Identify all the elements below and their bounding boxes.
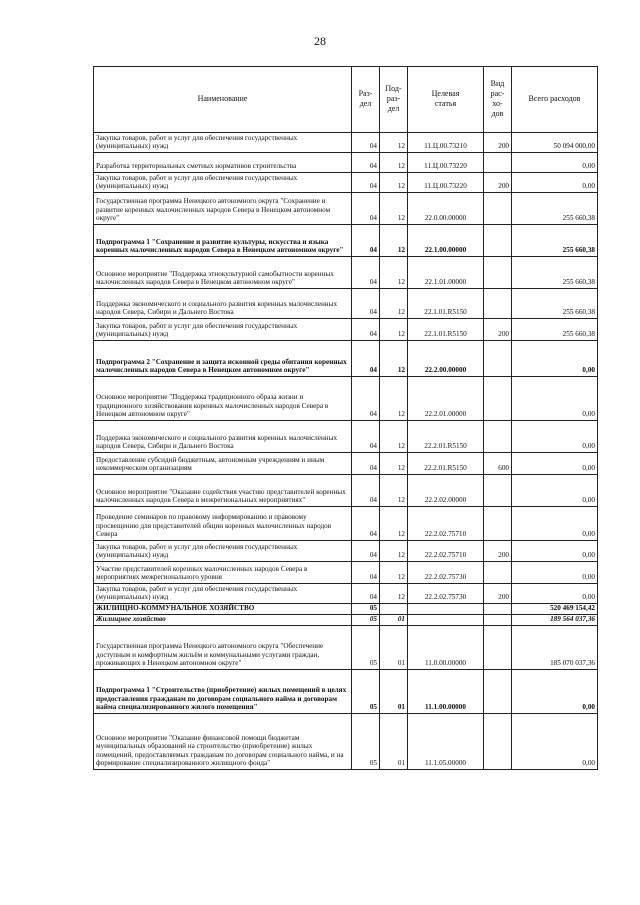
row-name: Закупка товаров, работ и услуг для обеспечения государственных (муниципальных) нужд: [94, 319, 352, 341]
row-name: Государственная программа Ненецкого автономного округа "Обеспечение доступным и комфортным жильём и коммунальными услугами граждан, проживающих в Ненецком автономном округе": [94, 626, 352, 670]
row-article: 22.1.00.00000: [408, 225, 484, 257]
table-row: [94, 319, 598, 341]
row-total: 50 094 000,00: [512, 133, 598, 153]
row-expense-type: [484, 507, 512, 541]
table-row: [94, 153, 598, 173]
row-expense-type: [484, 257, 512, 289]
row-subsection: 01: [380, 626, 408, 670]
row-section: 05: [352, 604, 380, 615]
row-total: 0,00: [512, 584, 598, 604]
row-total: 185 070 037,36: [512, 626, 598, 670]
row-subsection: 12: [380, 584, 408, 604]
row-expense-type: 200: [484, 133, 512, 153]
row-article: 11.Ц.00.73220: [408, 173, 484, 193]
row-section: 04: [352, 133, 380, 153]
row-section: 04: [352, 193, 380, 225]
row-subsection: 12: [380, 193, 408, 225]
row-subsection: 12: [380, 289, 408, 319]
row-section: 04: [352, 377, 380, 421]
row-expense-type: [484, 225, 512, 257]
row-subsection: [380, 604, 408, 615]
row-subsection: 12: [380, 133, 408, 153]
row-expense-type: [484, 153, 512, 173]
table-row: [94, 507, 598, 541]
row-section: 04: [352, 341, 380, 377]
row-total: 0,00: [512, 173, 598, 193]
table-row: [94, 604, 598, 615]
row-expense-type: [484, 615, 512, 626]
row-name: Закупка товаров, работ и услуг для обеспечения государственных (муниципальных) нужд: [94, 133, 352, 153]
row-total: 0,00: [512, 541, 598, 562]
row-section: 04: [352, 475, 380, 507]
table-row: [94, 289, 598, 319]
row-total: 255 660,38: [512, 257, 598, 289]
row-expense-type: [484, 377, 512, 421]
row-section: 04: [352, 584, 380, 604]
row-article: 22.1.01.00000: [408, 257, 484, 289]
row-total: 0,00: [512, 507, 598, 541]
row-name: Проведение семинаров по правовому информированию и правовому просвещению для представителей общин коренных малочисленных народов Севера: [94, 507, 352, 541]
row-article: 11.0.00.00000: [408, 626, 484, 670]
row-section: 04: [352, 507, 380, 541]
row-total: 189 564 037,36: [512, 615, 598, 626]
table-body: [94, 133, 598, 770]
row-expense-type: 200: [484, 584, 512, 604]
row-total: 0,00: [512, 453, 598, 475]
column-header-section: Раз- дел: [352, 67, 380, 133]
table-row: [94, 615, 598, 626]
row-name: Основное мероприятие "Оказание финансовой помощи бюджетам муниципальных образований на строительство (приобретение) жилых помещений, предоставляемых гражданам по договорам социального найма, и на формирование специализированного жилищного фонда": [94, 714, 352, 770]
row-expense-type: [484, 714, 512, 770]
row-name: Закупка товаров, работ и услуг для обеспечения государственных (муниципальных) нужд: [94, 173, 352, 193]
row-expense-type: [484, 562, 512, 584]
row-subsection: 01: [380, 670, 408, 714]
row-name: Поддержка экономического и социального развития коренных малочисленных народов Севера, Сибири и Дальнего Востока: [94, 289, 352, 319]
row-subsection: 01: [380, 615, 408, 626]
row-subsection: 12: [380, 507, 408, 541]
row-article: 11.Ц.00.73210: [408, 133, 484, 153]
row-name: Разработка территориальных сметных нормативов строительства: [94, 153, 352, 173]
row-name: Государственная программа Ненецкого автономного округа "Сохранение и развитие коренных малочисленных народов Севера в Ненецком автономном округе": [94, 193, 352, 225]
row-name: Основное мероприятие "Оказание содействия участию представителей коренных малочисленных народов Севера в межрегиональных мероприятиях": [94, 475, 352, 507]
column-header-total: Всего расходов: [512, 67, 598, 133]
row-section: 04: [352, 562, 380, 584]
table-header-row: [94, 67, 598, 133]
table-row: [94, 475, 598, 507]
row-expense-type: [484, 626, 512, 670]
row-total: 0,00: [512, 341, 598, 377]
row-section: 04: [352, 541, 380, 562]
row-section: 04: [352, 225, 380, 257]
table-row: [94, 670, 598, 714]
column-header-name: Наименование: [94, 67, 352, 133]
row-name: Поддержка экономического и социального развития коренных малочисленных народов Севера, Сибири и Дальнего Востока: [94, 421, 352, 453]
row-section: 04: [352, 257, 380, 289]
row-total: 0,00: [512, 714, 598, 770]
row-article: 22.2.01.R5150: [408, 421, 484, 453]
row-name: Подпрограмма 1 "Строительство (приобретение) жилых помещений в целях предоставления гражданам по договорам социального найма и договорам найма специализированного жилого помещения": [94, 670, 352, 714]
row-subsection: 12: [380, 341, 408, 377]
row-article: [408, 604, 484, 615]
row-total: 255 660,38: [512, 225, 598, 257]
table-row: [94, 562, 598, 584]
row-article: [408, 615, 484, 626]
row-total: 0,00: [512, 562, 598, 584]
row-expense-type: [484, 341, 512, 377]
row-article: 22.0.00.00000: [408, 193, 484, 225]
table-row: [94, 584, 598, 604]
row-article: 11.1.05.00000: [408, 714, 484, 770]
row-name: Закупка товаров, работ и услуг для обеспечения государственных (муниципальных) нужд: [94, 584, 352, 604]
row-expense-type: [484, 421, 512, 453]
row-name: Жилищное хозяйство: [94, 615, 352, 626]
row-expense-type: [484, 193, 512, 225]
row-name: Предоставление субсидий бюджетным, автономным учреждениям и иным некоммерческим организациям: [94, 453, 352, 475]
table-row: [94, 626, 598, 670]
table-row: [94, 193, 598, 225]
row-name: Подпрограмма 1 "Сохранение и развитие культуры, искусства и языка коренных малочисленных народов Севера в Ненецком автономном округе": [94, 225, 352, 257]
table-row: [94, 341, 598, 377]
table-row: [94, 453, 598, 475]
table-row: [94, 541, 598, 562]
row-name: Подпрограмма 2 "Сохранение и защита исконной среды обитания коренных малочисленных народов Севера в Ненецком автономном округе": [94, 341, 352, 377]
row-expense-type: 200: [484, 319, 512, 341]
row-name: Основное мероприятие "Поддержка традиционного образа жизни и традиционного хозяйствования коренных малочисленных народов Севера в Ненецком автономном округе": [94, 377, 352, 421]
row-subsection: 12: [380, 319, 408, 341]
row-article: 22.2.02.75730: [408, 562, 484, 584]
row-subsection: 12: [380, 153, 408, 173]
row-section: 04: [352, 173, 380, 193]
row-expense-type: [484, 475, 512, 507]
row-article: 11.Ц.00.73220: [408, 153, 484, 173]
row-article: 22.1.01.R5150: [408, 289, 484, 319]
row-expense-type: 200: [484, 541, 512, 562]
row-subsection: 12: [380, 257, 408, 289]
row-total: 255 660,38: [512, 319, 598, 341]
table-row: [94, 714, 598, 770]
row-total: 255 660,38: [512, 289, 598, 319]
column-header-expense-type: Вид рас- хо- дов: [484, 67, 512, 133]
row-subsection: 12: [380, 453, 408, 475]
row-total: 0,00: [512, 153, 598, 173]
row-article: 22.2.02.75730: [408, 584, 484, 604]
row-name: Участие представителей коренных малочисленных народов Севера в мероприятиях межрегионального уровня: [94, 562, 352, 584]
row-name: Основное мероприятие "Поддержка этнокультурной самобытности коренных малочисленных народов Севера в Ненецком автономном округе": [94, 257, 352, 289]
table-row: [94, 173, 598, 193]
budget-table: [93, 66, 598, 770]
row-name: Закупка товаров, работ и услуг для обеспечения государственных (муниципальных) нужд: [94, 541, 352, 562]
table-row: [94, 133, 598, 153]
row-total: 0,00: [512, 670, 598, 714]
page-number: 28: [314, 34, 326, 48]
row-subsection: 12: [380, 225, 408, 257]
row-article: 22.2.02.00000: [408, 475, 484, 507]
row-section: 05: [352, 615, 380, 626]
row-article: 22.2.00.00000: [408, 341, 484, 377]
row-article: 11.1.00.00000: [408, 670, 484, 714]
row-total: 0,00: [512, 421, 598, 453]
row-article: 22.2.02.75710: [408, 507, 484, 541]
row-subsection: 12: [380, 475, 408, 507]
row-section: 04: [352, 421, 380, 453]
row-total: 0,00: [512, 475, 598, 507]
row-subsection: 12: [380, 377, 408, 421]
table-row: [94, 421, 598, 453]
row-section: 05: [352, 714, 380, 770]
row-total: 520 469 154,42: [512, 604, 598, 615]
row-expense-type: [484, 604, 512, 615]
row-subsection: 12: [380, 541, 408, 562]
row-total: 255 660,38: [512, 193, 598, 225]
row-subsection: 01: [380, 714, 408, 770]
table-row: [94, 377, 598, 421]
row-expense-type: [484, 289, 512, 319]
row-expense-type: [484, 670, 512, 714]
row-expense-type: 600: [484, 453, 512, 475]
row-section: 04: [352, 289, 380, 319]
row-article: 22.2.01.00000: [408, 377, 484, 421]
row-section: 04: [352, 453, 380, 475]
row-subsection: 12: [380, 173, 408, 193]
row-section: 04: [352, 319, 380, 341]
column-header-subsection: Под- раз- дел: [380, 67, 408, 133]
table-row: [94, 225, 598, 257]
table-row: [94, 257, 598, 289]
row-article: 22.1.01.R5150: [408, 319, 484, 341]
row-expense-type: 200: [484, 173, 512, 193]
row-section: 05: [352, 626, 380, 670]
row-name: ЖИЛИЩНО-КОММУНАЛЬНОЕ ХОЗЯЙСТВО: [94, 604, 352, 615]
row-section: 04: [352, 153, 380, 173]
row-subsection: 12: [380, 562, 408, 584]
row-article: 22.2.02.75710: [408, 541, 484, 562]
row-subsection: 12: [380, 421, 408, 453]
row-section: 05: [352, 670, 380, 714]
row-total: 0,00: [512, 377, 598, 421]
row-article: 22.2.01.R5150: [408, 453, 484, 475]
column-header-article: Целевая статья: [408, 67, 484, 133]
